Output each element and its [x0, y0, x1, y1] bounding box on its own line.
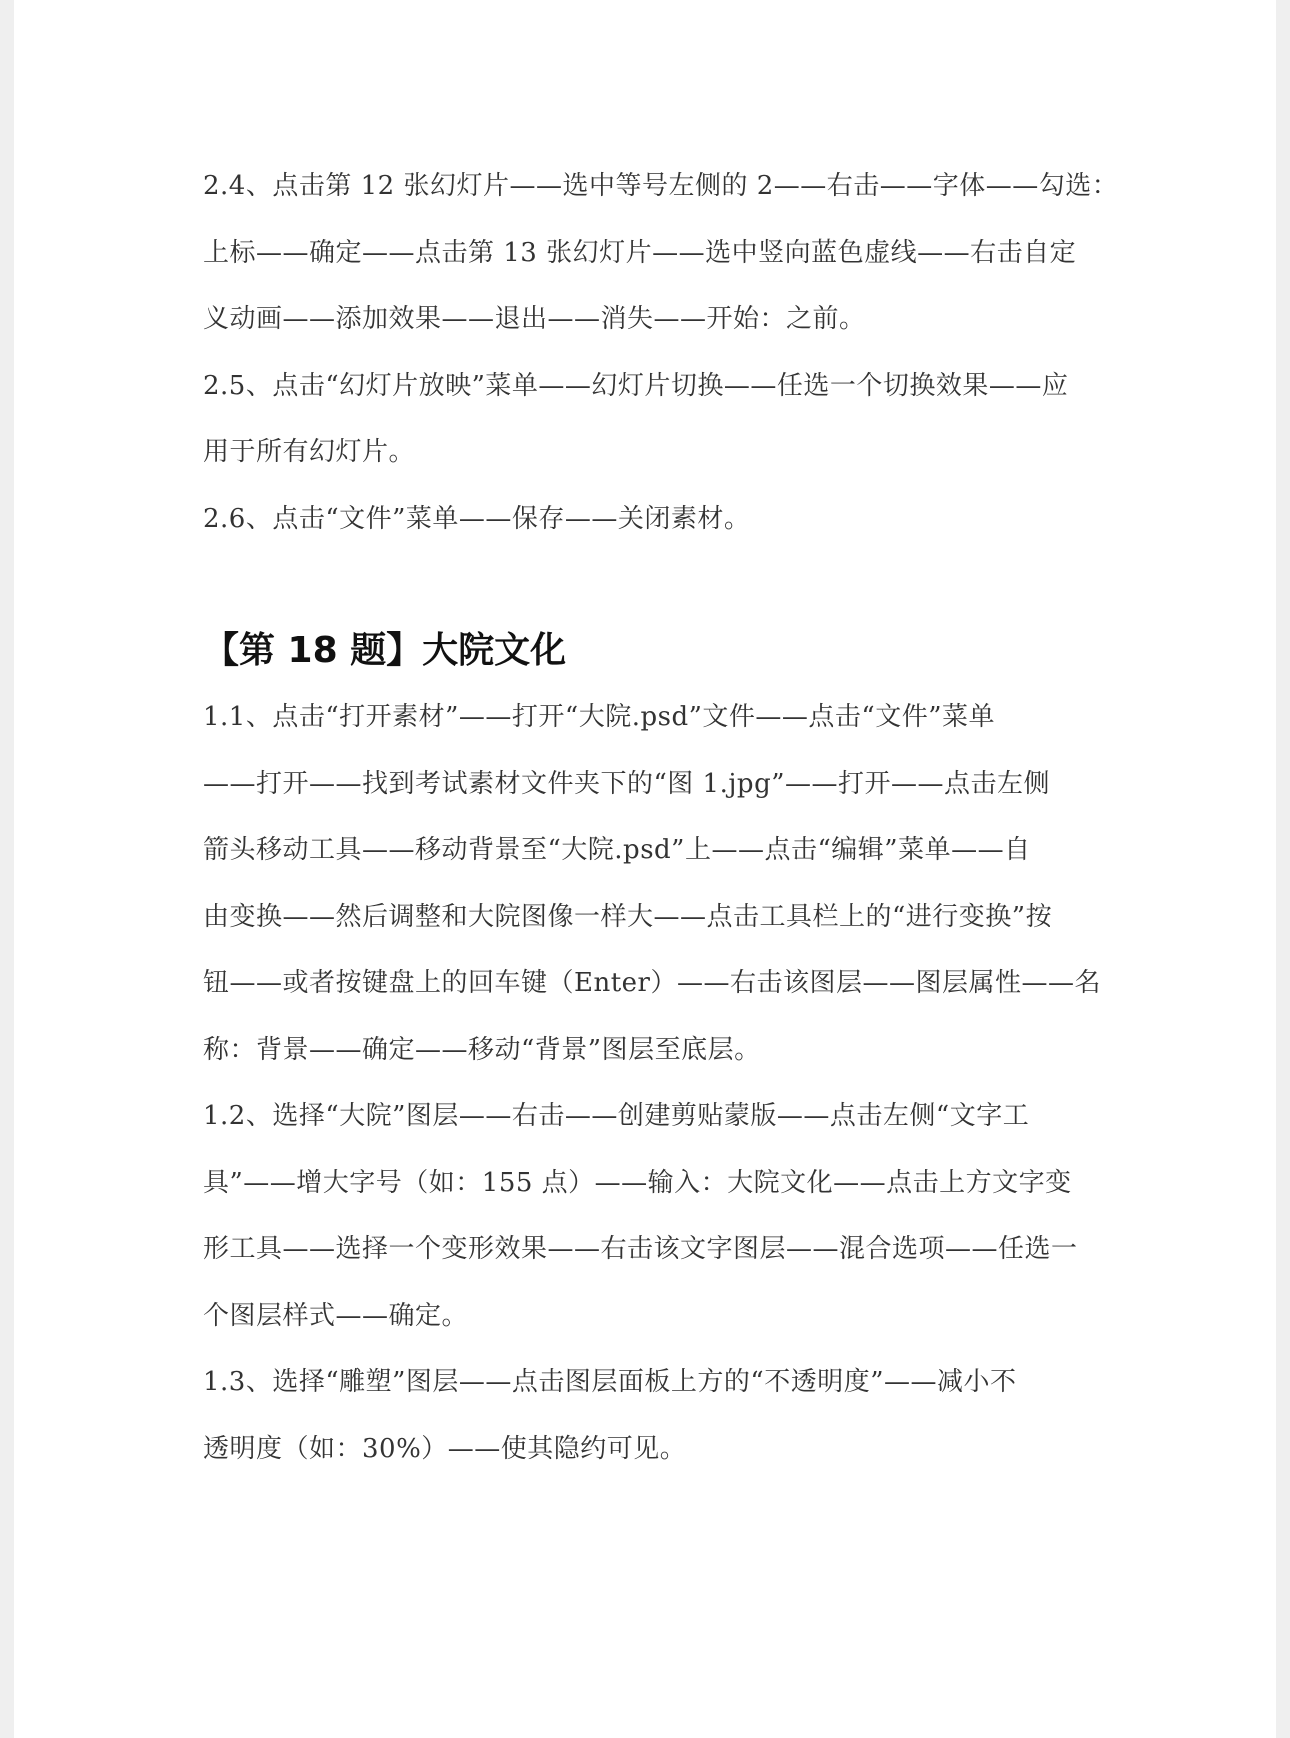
step-1-1-line-2: ——打开——找到考试素材文件夹下的“图 1.jpg”——打开——点击左侧 [203, 768, 1051, 799]
step-2-5-line-2: 用于所有幻灯片。 [203, 437, 416, 467]
step-1-2-line-3: 形工具——选择一个变形效果——右击该文字图层——混合选项——任选一 [203, 1234, 1078, 1264]
section-gap [203, 552, 1103, 618]
step-2-4-line-2: 上标——确定——点击第 13 张幻灯片——选中竖向蓝色虚线——右击自定 [203, 237, 1077, 268]
step-1-2-line-2: 具”——增大字号（如：155 点）——输入：大院文化——点击上方文字变 [203, 1167, 1072, 1198]
step-1-1-line-1: 1.1、点击“打开素材”——打开“大院.psd”文件——点击“文件”菜单 [203, 702, 995, 732]
step-1-3-line-2: 透明度（如：30%）——使其隐约可见。 [203, 1433, 687, 1464]
step-1-1-line-5: 钮——或者按键盘上的回车键（Enter）——右击该图层——图层属性——名 [203, 968, 1101, 998]
step-1-2-line-4: 个图层样式——确定。 [203, 1300, 469, 1331]
step-2-5-line-1: 2.5、点击“幻灯片放映”菜单——幻灯片切换——任选一个切换效果——应 [203, 370, 1069, 401]
document-content [203, 153, 1119, 1482]
step-1-1-line-6: 称：背景——确定——移动“背景”图层至底层。 [203, 1034, 761, 1065]
question-18-heading: 【第 18 题】大院文化 [203, 630, 567, 671]
step-2-6-line-1: 2.6、点击“文件”菜单——保存——关闭素材。 [203, 503, 751, 534]
step-2-4-line-1: 2.4、点击第 12 张幻灯片——选中等号左侧的 2——右击——字体——勾选： [203, 171, 1119, 201]
step-1-1-line-4: 由变换——然后调整和大院图像一样大——点击工具栏上的“进行变换”按 [203, 901, 1053, 932]
step-1-1-line-3: 箭头移动工具——移动背景至“大院.psd”上——点击“编辑”菜单——自 [203, 835, 1031, 865]
step-1-2-line-1: 1.2、选择“大院”图层——右击——创建剪贴蒙版——点击左侧“文字工 [203, 1101, 1030, 1131]
step-1-3-line-1: 1.3、选择“雕塑”图层——点击图层面板上方的“不透明度”——减小不 [203, 1367, 1017, 1397]
step-2-4-line-3: 义动画——添加效果——退出——消失——开始：之前。 [203, 304, 866, 334]
document-page [14, 0, 1276, 1738]
